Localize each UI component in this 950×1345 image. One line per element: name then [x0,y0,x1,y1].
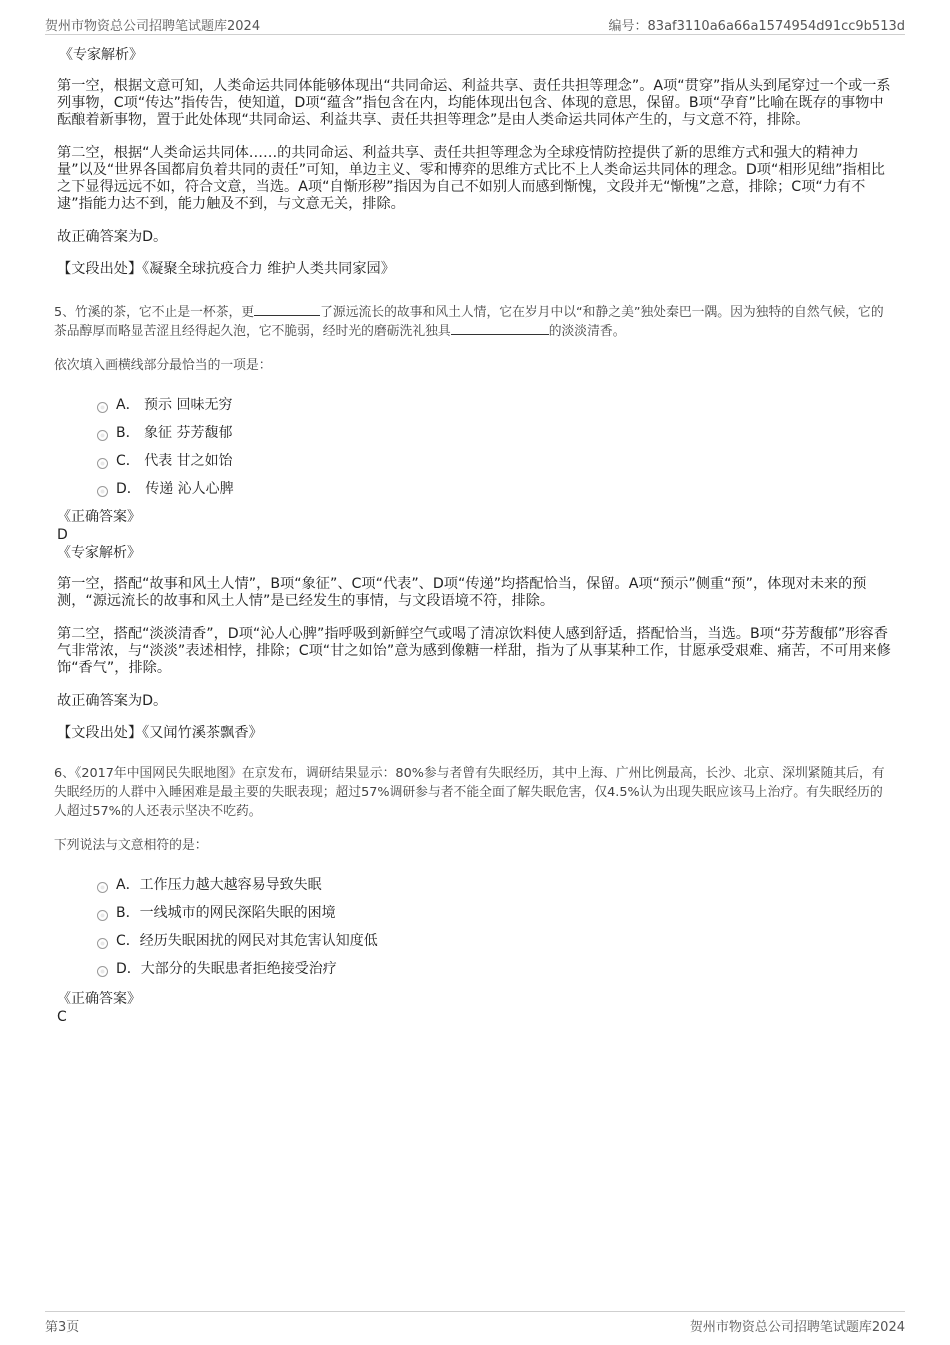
q6-option-c[interactable] [97,926,893,954]
radio-icon[interactable] [97,910,108,921]
radio-icon[interactable] [97,938,108,949]
radio-icon[interactable] [97,966,108,977]
q4-conclusion: 故正确答案为D。 [57,229,168,245]
q6-prompt: 下列说法与文意相符的是： [54,838,208,853]
q6-option-b[interactable] [97,898,893,926]
option-label: A．工作压力越大越容易导致失眠 [116,877,322,893]
option-label: C． 代表 甘之如饴 [116,453,233,469]
q5-answer-label: 《正确答案》 [57,509,141,525]
q6-answer: C [57,1009,67,1025]
radio-icon[interactable] [97,430,108,441]
q5-option-c[interactable] [97,446,893,474]
q5-analysis-para1: 第一空，搭配“故事和风土人情”，B项“象征”、C项“代表”、D项“传递”均搭配恰当，保留。A项“预示”侧重“预”，体现对未来的预测，“源远流长的故事和风土人情”是已经发生的事情，与文段语境不符，排除。 [57,576,867,609]
page-number: 第3页 [45,1320,80,1335]
q5-analysis-para2: 第二空，搭配“淡淡清香”，D项“沁人心脾”指呼吸到新鲜空气或喝了清凉饮料使人感到舒适，搭配恰当，当选。B项“芬芳馥郁”形容香气非常浓，与“淡淡”表述相悖，排除；C项“甘之如饴”意为感到像糖一样甜，指为了从事某种工作，甘愿承受艰难、痛苦，不可用来修饰“香气”，排除。 [57,626,891,676]
q5-answer: D [57,527,68,543]
radio-icon[interactable] [97,882,108,893]
q5-text-b: 了源远流长的故事和风土人情，它在岁月中以“和静之美”独处秦巴一隅。因为独特的自然气候，它的茶品醇厚而略显苦涩且经得起久泡，它不脆弱，经时光的磨砺洗礼独具 [54,305,884,339]
q5-options [97,390,893,502]
page-content [54,46,893,1026]
radio-icon[interactable] [97,486,108,497]
q4-analysis-label: 《专家解析》 [59,47,143,63]
q6-option-d[interactable] [97,954,893,982]
q4-analysis-para1: 第一空，根据文意可知，人类命运共同体能够体现出“共同命运、利益共享、责任共担等理念”。A项“贯穿”指从头到尾穿过一个或一系列事物，C项“传达”指传告，使知道，D项“蕴含”指包含在内，均能体现出包含、体现的意思，保留。B项“孕育”比喻在既存的事物中酝酿着新事物，置于此处体现“共同命运、利益共享、责任共担等理念”是由人类命运共同体产生的，与文意不符，排除。 [57,78,891,128]
q5-question [54,303,893,375]
q6-options [97,870,893,982]
option-label: B． 象征 芬芳馥郁 [116,425,233,441]
q5-text-c: 的淡淡清香。 [548,324,626,339]
header-title: 贺州市物资总公司招聘笔试题库2024 [45,19,261,34]
q5-conclusion: 故正确答案为D。 [57,693,168,709]
q4-analysis-para2: 第二空，根据“人类命运共同体……的共同命运、利益共享、责任共担等理念为全球疫情防控提供了新的思维方式和强大的精神力量”以及“世界各国都肩负着共同的责任”可知，单边主义、零和博弈的思维方式比不上人类命运共同体的理念。D项“相形见绌”指相比之下显得远远不如，符合文意，当选。A项“自惭形秽”指因为自己不如别人而感到惭愧，文段并无“惭愧”之意，排除；C项“力有不逮”指能力达不到，能力触及不到，与文意无关，排除。 [57,145,885,212]
option-label: B．一线城市的网民深陷失眠的困境 [116,905,336,921]
q5-option-b[interactable] [97,418,893,446]
q4-source: 【文段出处】《凝聚全球抗疫合力 维护人类共同家园》 [57,261,395,277]
q6-question [54,764,893,855]
q5-text-a: 5、竹溪的茶，它不止是一杯茶，更 [54,305,255,320]
q6-answer-label: 《正确答案》 [57,991,141,1007]
q6-option-a[interactable] [97,870,893,898]
q5-option-d[interactable] [97,474,893,502]
option-label: A． 预示 回味无穷 [116,397,233,413]
q5-blank-1 [254,303,320,316]
page-footer [45,1311,905,1334]
q5-prompt: 依次填入画横线部分最恰当的一项是： [54,358,272,373]
q5-analysis-label: 《专家解析》 [57,545,141,561]
option-label: D． 传递 沁人心脾 [116,481,234,497]
option-label: D．大部分的失眠患者拒绝接受治疗 [116,961,337,977]
page-header [45,12,905,35]
q6-text: 6、《2017年中国网民失眠地图》在京发布，调研结果显示：80%参与者曾有失眠经历，其中上海、广州比例最高，长沙、北京、深圳紧随其后，有失眠经历的人群中入睡困难是最主要的失眠表现；超过57%调研参与者不能全面了解失眠危害，仅4.5%认为出现失眠应该马上治疗。有失眠经历的人超过57%的人还表示坚决不吃药。 [54,766,885,819]
q5-source: 【文段出处】《又闻竹溪茶飘香》 [57,725,263,741]
radio-icon[interactable] [97,402,108,413]
document-code: 编号：83af3110a6a66a1574954d91cc9b513d [608,19,905,34]
radio-icon[interactable] [97,458,108,469]
option-label: C．经历失眠困扰的网民对其危害认知度低 [116,933,378,949]
q5-option-a[interactable] [97,390,893,418]
footer-title: 贺州市物资总公司招聘笔试题库2024 [689,1320,905,1335]
q5-blank-2 [451,322,549,335]
